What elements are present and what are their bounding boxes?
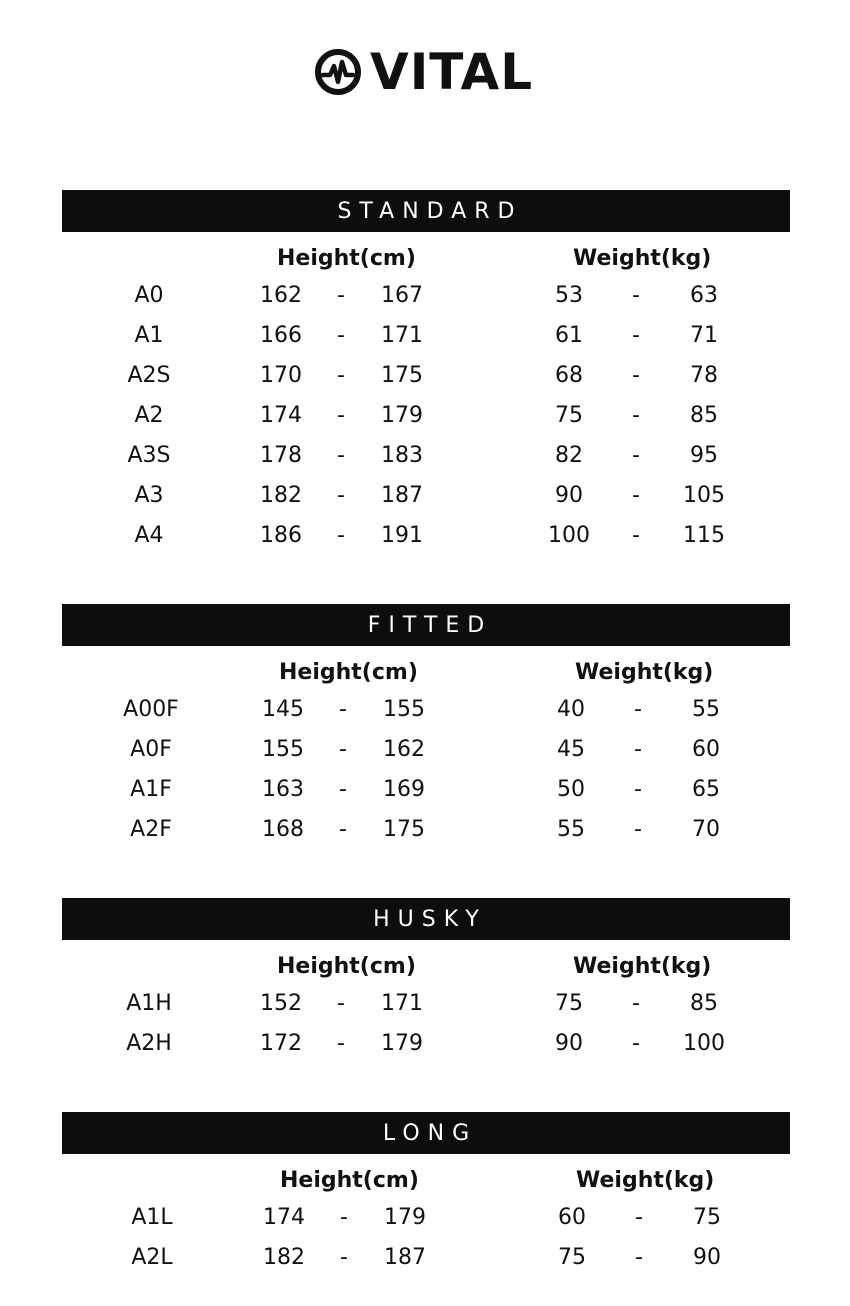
range-separator: -	[339, 777, 347, 802]
size-label: A3S	[127, 443, 171, 468]
height-max-value: 187	[384, 1245, 426, 1270]
height-max-value: 167	[381, 283, 423, 308]
weight-max-value: 95	[690, 443, 718, 468]
size-label: A1F	[130, 777, 172, 802]
table-row	[62, 1238, 790, 1278]
size-label: A2F	[130, 817, 172, 842]
height-max-value: 155	[383, 697, 425, 722]
height-min-value: 163	[262, 777, 304, 802]
table-row	[62, 436, 790, 476]
range-separator: -	[632, 283, 640, 308]
weight-max-value: 65	[692, 777, 720, 802]
weight-min-value: 100	[548, 523, 590, 548]
table-row	[62, 770, 790, 810]
weight-header: Weight(kg)	[576, 1168, 715, 1193]
range-separator: -	[337, 991, 345, 1016]
weight-min-value: 61	[555, 323, 583, 348]
weight-max-value: 70	[692, 817, 720, 842]
height-max-value: 179	[381, 403, 423, 428]
brand-name: VITAL	[370, 43, 534, 101]
size-label: A00F	[123, 697, 179, 722]
height-min-value: 174	[263, 1205, 305, 1230]
section-title-bar	[62, 898, 790, 940]
range-separator: -	[340, 1205, 348, 1230]
weight-max-value: 60	[692, 737, 720, 762]
section-title: FITTED	[367, 612, 493, 638]
height-min-value: 170	[260, 363, 302, 388]
weight-min-value: 50	[557, 777, 585, 802]
height-max-value: 175	[381, 363, 423, 388]
weight-min-value: 82	[555, 443, 583, 468]
size-label: A3	[134, 483, 164, 508]
size-label: A2	[134, 403, 164, 428]
range-separator: -	[632, 323, 640, 348]
height-max-value: 191	[381, 523, 423, 548]
weight-header: Weight(kg)	[575, 660, 714, 685]
range-separator: -	[632, 991, 640, 1016]
height-max-value: 179	[384, 1205, 426, 1230]
size-label: A1	[134, 323, 164, 348]
range-separator: -	[337, 403, 345, 428]
table-row	[62, 276, 790, 316]
size-label: A2H	[126, 1031, 172, 1056]
height-max-value: 183	[381, 443, 423, 468]
height-min-value: 182	[263, 1245, 305, 1270]
table-row	[62, 1198, 790, 1238]
range-separator: -	[632, 523, 640, 548]
range-separator: -	[337, 363, 345, 388]
weight-max-value: 85	[690, 403, 718, 428]
weight-max-value: 75	[693, 1205, 721, 1230]
size-label: A0F	[130, 737, 172, 762]
height-min-value: 162	[260, 283, 302, 308]
size-label: A1L	[131, 1205, 173, 1230]
range-separator: -	[632, 483, 640, 508]
range-separator: -	[337, 283, 345, 308]
range-separator: -	[337, 1031, 345, 1056]
weight-max-value: 55	[692, 697, 720, 722]
range-separator: -	[632, 1031, 640, 1056]
weight-header: Weight(kg)	[573, 246, 712, 271]
weight-max-value: 63	[690, 283, 718, 308]
section-title-bar	[62, 604, 790, 646]
range-separator: -	[339, 737, 347, 762]
section-standard	[62, 190, 790, 570]
section-long	[62, 1112, 790, 1292]
section-title-bar	[62, 190, 790, 232]
size-label: A4	[134, 523, 164, 548]
size-label: A2L	[131, 1245, 173, 1270]
table-row	[62, 516, 790, 556]
range-separator: -	[634, 777, 642, 802]
height-min-value: 186	[260, 523, 302, 548]
height-max-value: 169	[383, 777, 425, 802]
range-separator: -	[339, 697, 347, 722]
weight-min-value: 55	[557, 817, 585, 842]
weight-max-value: 71	[690, 323, 718, 348]
range-separator: -	[634, 697, 642, 722]
range-separator: -	[340, 1245, 348, 1270]
range-separator: -	[339, 817, 347, 842]
range-separator: -	[634, 817, 642, 842]
height-min-value: 174	[260, 403, 302, 428]
weight-max-value: 85	[690, 991, 718, 1016]
size-label: A0	[134, 283, 164, 308]
range-separator: -	[632, 363, 640, 388]
weight-min-value: 45	[557, 737, 585, 762]
weight-header: Weight(kg)	[573, 954, 712, 979]
height-max-value: 175	[383, 817, 425, 842]
weight-min-value: 90	[555, 483, 583, 508]
height-min-value: 155	[262, 737, 304, 762]
weight-max-value: 90	[693, 1245, 721, 1270]
height-header: Height(cm)	[277, 954, 416, 979]
weight-max-value: 78	[690, 363, 718, 388]
weight-min-value: 75	[555, 403, 583, 428]
height-min-value: 182	[260, 483, 302, 508]
height-max-value: 162	[383, 737, 425, 762]
table-row	[62, 730, 790, 770]
height-header: Height(cm)	[280, 1168, 419, 1193]
range-separator: -	[337, 483, 345, 508]
brand-logo	[314, 43, 534, 101]
range-separator: -	[632, 403, 640, 428]
section-title: HUSKY	[373, 906, 487, 932]
table-row	[62, 476, 790, 516]
heartbeat-circle-icon	[314, 48, 362, 96]
section-title: LONG	[382, 1120, 478, 1146]
section-husky	[62, 898, 790, 1078]
range-separator: -	[635, 1245, 643, 1270]
section-fitted	[62, 604, 790, 864]
height-header: Height(cm)	[279, 660, 418, 685]
height-min-value: 166	[260, 323, 302, 348]
weight-max-value: 105	[683, 483, 725, 508]
height-min-value: 168	[262, 817, 304, 842]
weight-max-value: 115	[683, 523, 725, 548]
weight-min-value: 68	[555, 363, 583, 388]
height-min-value: 145	[262, 697, 304, 722]
height-max-value: 179	[381, 1031, 423, 1056]
table-row	[62, 810, 790, 850]
weight-min-value: 75	[555, 991, 583, 1016]
table-row	[62, 690, 790, 730]
table-row	[62, 316, 790, 356]
range-separator: -	[632, 443, 640, 468]
range-separator: -	[635, 1205, 643, 1230]
height-max-value: 171	[381, 323, 423, 348]
range-separator: -	[634, 737, 642, 762]
range-separator: -	[337, 323, 345, 348]
range-separator: -	[337, 523, 345, 548]
height-header: Height(cm)	[277, 246, 416, 271]
height-min-value: 172	[260, 1031, 302, 1056]
weight-max-value: 100	[683, 1031, 725, 1056]
weight-min-value: 60	[558, 1205, 586, 1230]
size-label: A1H	[126, 991, 172, 1016]
height-max-value: 171	[381, 991, 423, 1016]
weight-min-value: 90	[555, 1031, 583, 1056]
table-row	[62, 396, 790, 436]
table-row	[62, 356, 790, 396]
weight-min-value: 75	[558, 1245, 586, 1270]
table-row	[62, 1024, 790, 1064]
height-max-value: 187	[381, 483, 423, 508]
section-title-bar	[62, 1112, 790, 1154]
weight-min-value: 40	[557, 697, 585, 722]
weight-min-value: 53	[555, 283, 583, 308]
height-min-value: 152	[260, 991, 302, 1016]
height-min-value: 178	[260, 443, 302, 468]
size-label: A2S	[127, 363, 171, 388]
table-row	[62, 984, 790, 1024]
section-title: STANDARD	[337, 198, 523, 224]
range-separator: -	[337, 443, 345, 468]
